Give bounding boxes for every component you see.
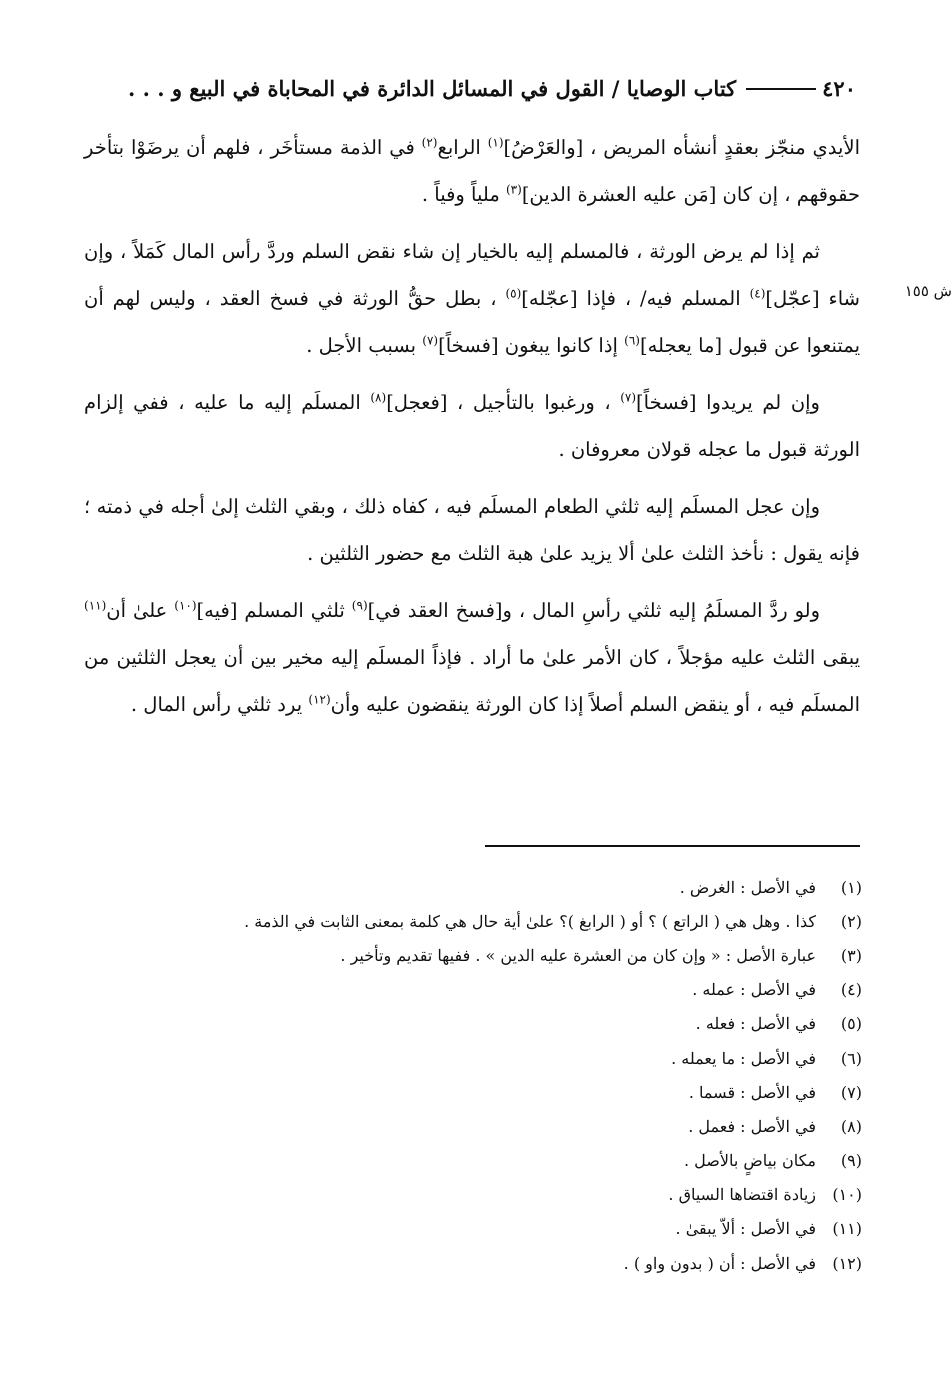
footnote-text: في الأصل : ما يعمله .	[671, 1048, 816, 1068]
footnote-text: كذا . وهل هي ( الراتع ) ؟ أو ( الرابغ )؟ علىٰ أية حال هي كلمة بمعنى الثابت في الذمة .	[244, 911, 816, 931]
paragraph-text: الأيدي منجّز بعقدٍ أنشأه المريض ، [والعَرْضُ]	[503, 136, 860, 159]
footnote-number: (٨)	[840, 1116, 862, 1136]
paragraph-text: في الذمة مستأخَر ، فلهم أن يرضَوْا بتأخر حقوقهم ، إن كان [مَن عليه العشرة الدين]	[84, 136, 860, 206]
footnote-text: عبارة الأصل : « وإن كان من العشرة عليه الدين » . ففيها تقديم وتأخير .	[340, 945, 816, 965]
paragraph-text: علىٰ أن	[106, 599, 175, 622]
footnote-number: (٥)	[840, 1014, 862, 1034]
footnote-text: في الأصل : فعله .	[695, 1014, 816, 1034]
footnote-separator	[485, 845, 860, 847]
main-text	[84, 124, 860, 738]
footnote-marker: (١١)	[84, 598, 107, 613]
running-header	[84, 76, 856, 101]
footnotes	[100, 870, 862, 1280]
paragraph-text: المسلم فيه/ ، فإذا [عجّله]	[521, 287, 750, 310]
footnote-marker: (٧)	[422, 333, 439, 348]
footnote-number: (٢)	[840, 911, 862, 931]
paragraph-text: يرد ثلثي رأس المال .	[130, 693, 309, 716]
footnote-text: في الأصل : عمله .	[692, 980, 816, 1000]
footnote-text: في الأصل : ألاّ يبقىٰ .	[675, 1219, 816, 1239]
footnote	[100, 1007, 862, 1041]
footnote	[100, 973, 862, 1007]
header-rule	[746, 88, 816, 90]
footnote-number: (٩)	[840, 1151, 862, 1171]
footnote-text: في الأصل : فعمل .	[688, 1116, 816, 1136]
paragraph	[84, 228, 860, 369]
paragraph	[84, 483, 860, 577]
footnote-marker: (٤)	[749, 286, 766, 301]
paragraph-text: ولو ردَّ المسلَمُ إليه ثلثي رأسِ المال ، و[فسخ العقد في]	[367, 599, 821, 622]
footnote-number: (١٠)	[832, 1185, 862, 1205]
footnote-number: (١٢)	[832, 1253, 862, 1273]
footnote-marker: (١٠)	[174, 598, 197, 613]
paragraph	[84, 124, 860, 218]
footnote	[100, 1041, 862, 1075]
paragraph-text: ، ورغبوا بالتأجيل ، [فعجل]	[386, 391, 621, 414]
footnote-marker: (٦)	[624, 333, 640, 348]
footnote-number: (٤)	[840, 980, 862, 1000]
footnote	[100, 1109, 862, 1143]
paragraph-text: وإن عجل المسلَم إليه ثلثي الطعام المسلَم فيه ، كفاه ذلك ، وبقي الثلث إلىٰ أجله في ذمته ؛ فإنه يقول : نأخذ الثلث علىٰ ألا يزيد علىٰ هبة الثلث مع حضور الثلثين .	[84, 495, 860, 565]
paragraph-text: ، بطل حقُّ الورثة في فسخ العقد ، وليس لهم أن يمتنعوا عن قبول [ما يعجله]	[84, 287, 860, 357]
footnote-marker: (١٢)	[308, 692, 331, 707]
page-number: ٤٢٠	[822, 76, 856, 101]
footnote-number: (٧)	[840, 1082, 862, 1102]
paragraph-text: يبقى الثلث عليه مؤجلاً ، كان الأمر علىٰ ما أراد . فإذاً المسلَم إليه مخير بين أن يعجل الثلثين من المسلَم فيه ، أو ينقض السلم أصلاً إذا كان الورثة ينقضون عليه وأن	[84, 646, 860, 716]
paragraph	[84, 587, 860, 728]
paragraph-text: المسلَم إليه ما عليه ، ففي إلزام الورثة قبول ما عجله قولان معروفان .	[84, 391, 860, 461]
footnote-marker: (٥)	[505, 286, 522, 301]
footnote-number: (١١)	[832, 1219, 862, 1239]
footnote-text: مكان بياضٍ بالأصل .	[683, 1151, 816, 1171]
footnote-marker: (٩)	[351, 598, 368, 613]
footnote-marker: (٣)	[505, 182, 522, 197]
footnote-marker: (٨)	[370, 390, 387, 405]
footnote-number: (٦)	[840, 1048, 862, 1068]
footnote-marker: (١)	[487, 135, 504, 150]
footnote	[100, 938, 862, 972]
footnote-text: في الأصل : قسما .	[688, 1082, 816, 1102]
paragraph-text: وإن لم يريدوا [فسخاً]	[636, 391, 820, 414]
footnote-text: في الأصل : الغرض .	[679, 877, 816, 897]
footnote	[100, 1246, 862, 1280]
footnote	[100, 1212, 862, 1246]
footnote-text: في الأصل : أن ( بدون واو ) .	[623, 1253, 816, 1273]
margin-page-reference: ش ١٥٥	[904, 282, 952, 300]
paragraph-text: بسبب الأجل .	[306, 334, 423, 357]
footnote-marker: (٧)	[620, 390, 637, 405]
paragraph	[84, 379, 860, 473]
paragraph-text: ثم إذا لم يرض الورثة ، فالمسلم إليه بالخيار إن شاء نقض السلم وردَّ رأس المال كَمَلاً ، وإن شاء [عجّل]	[84, 240, 860, 310]
footnote	[100, 1075, 862, 1109]
footnote-number: (١)	[840, 877, 862, 897]
paragraph-text: إذا كانوا يبغون [فسخاً]	[438, 334, 625, 357]
footnote-number: (٣)	[840, 945, 862, 965]
footnote-text: زيادة اقتضاها السياق .	[668, 1185, 816, 1205]
paragraph-text: ثلثي المسلم [فيه]	[196, 599, 352, 622]
footnote	[100, 904, 862, 938]
paragraph-text: ملياً وفياً .	[421, 183, 506, 206]
footnote	[100, 870, 862, 904]
paragraph-text: الرابع	[437, 136, 488, 159]
footnote-marker: (٢)	[421, 135, 438, 150]
running-title: كتاب الوصايا / القول في المسائل الدائرة في المحاباة في البيع و . . .	[127, 76, 737, 101]
footnote	[100, 1144, 862, 1178]
footnote	[100, 1178, 862, 1212]
